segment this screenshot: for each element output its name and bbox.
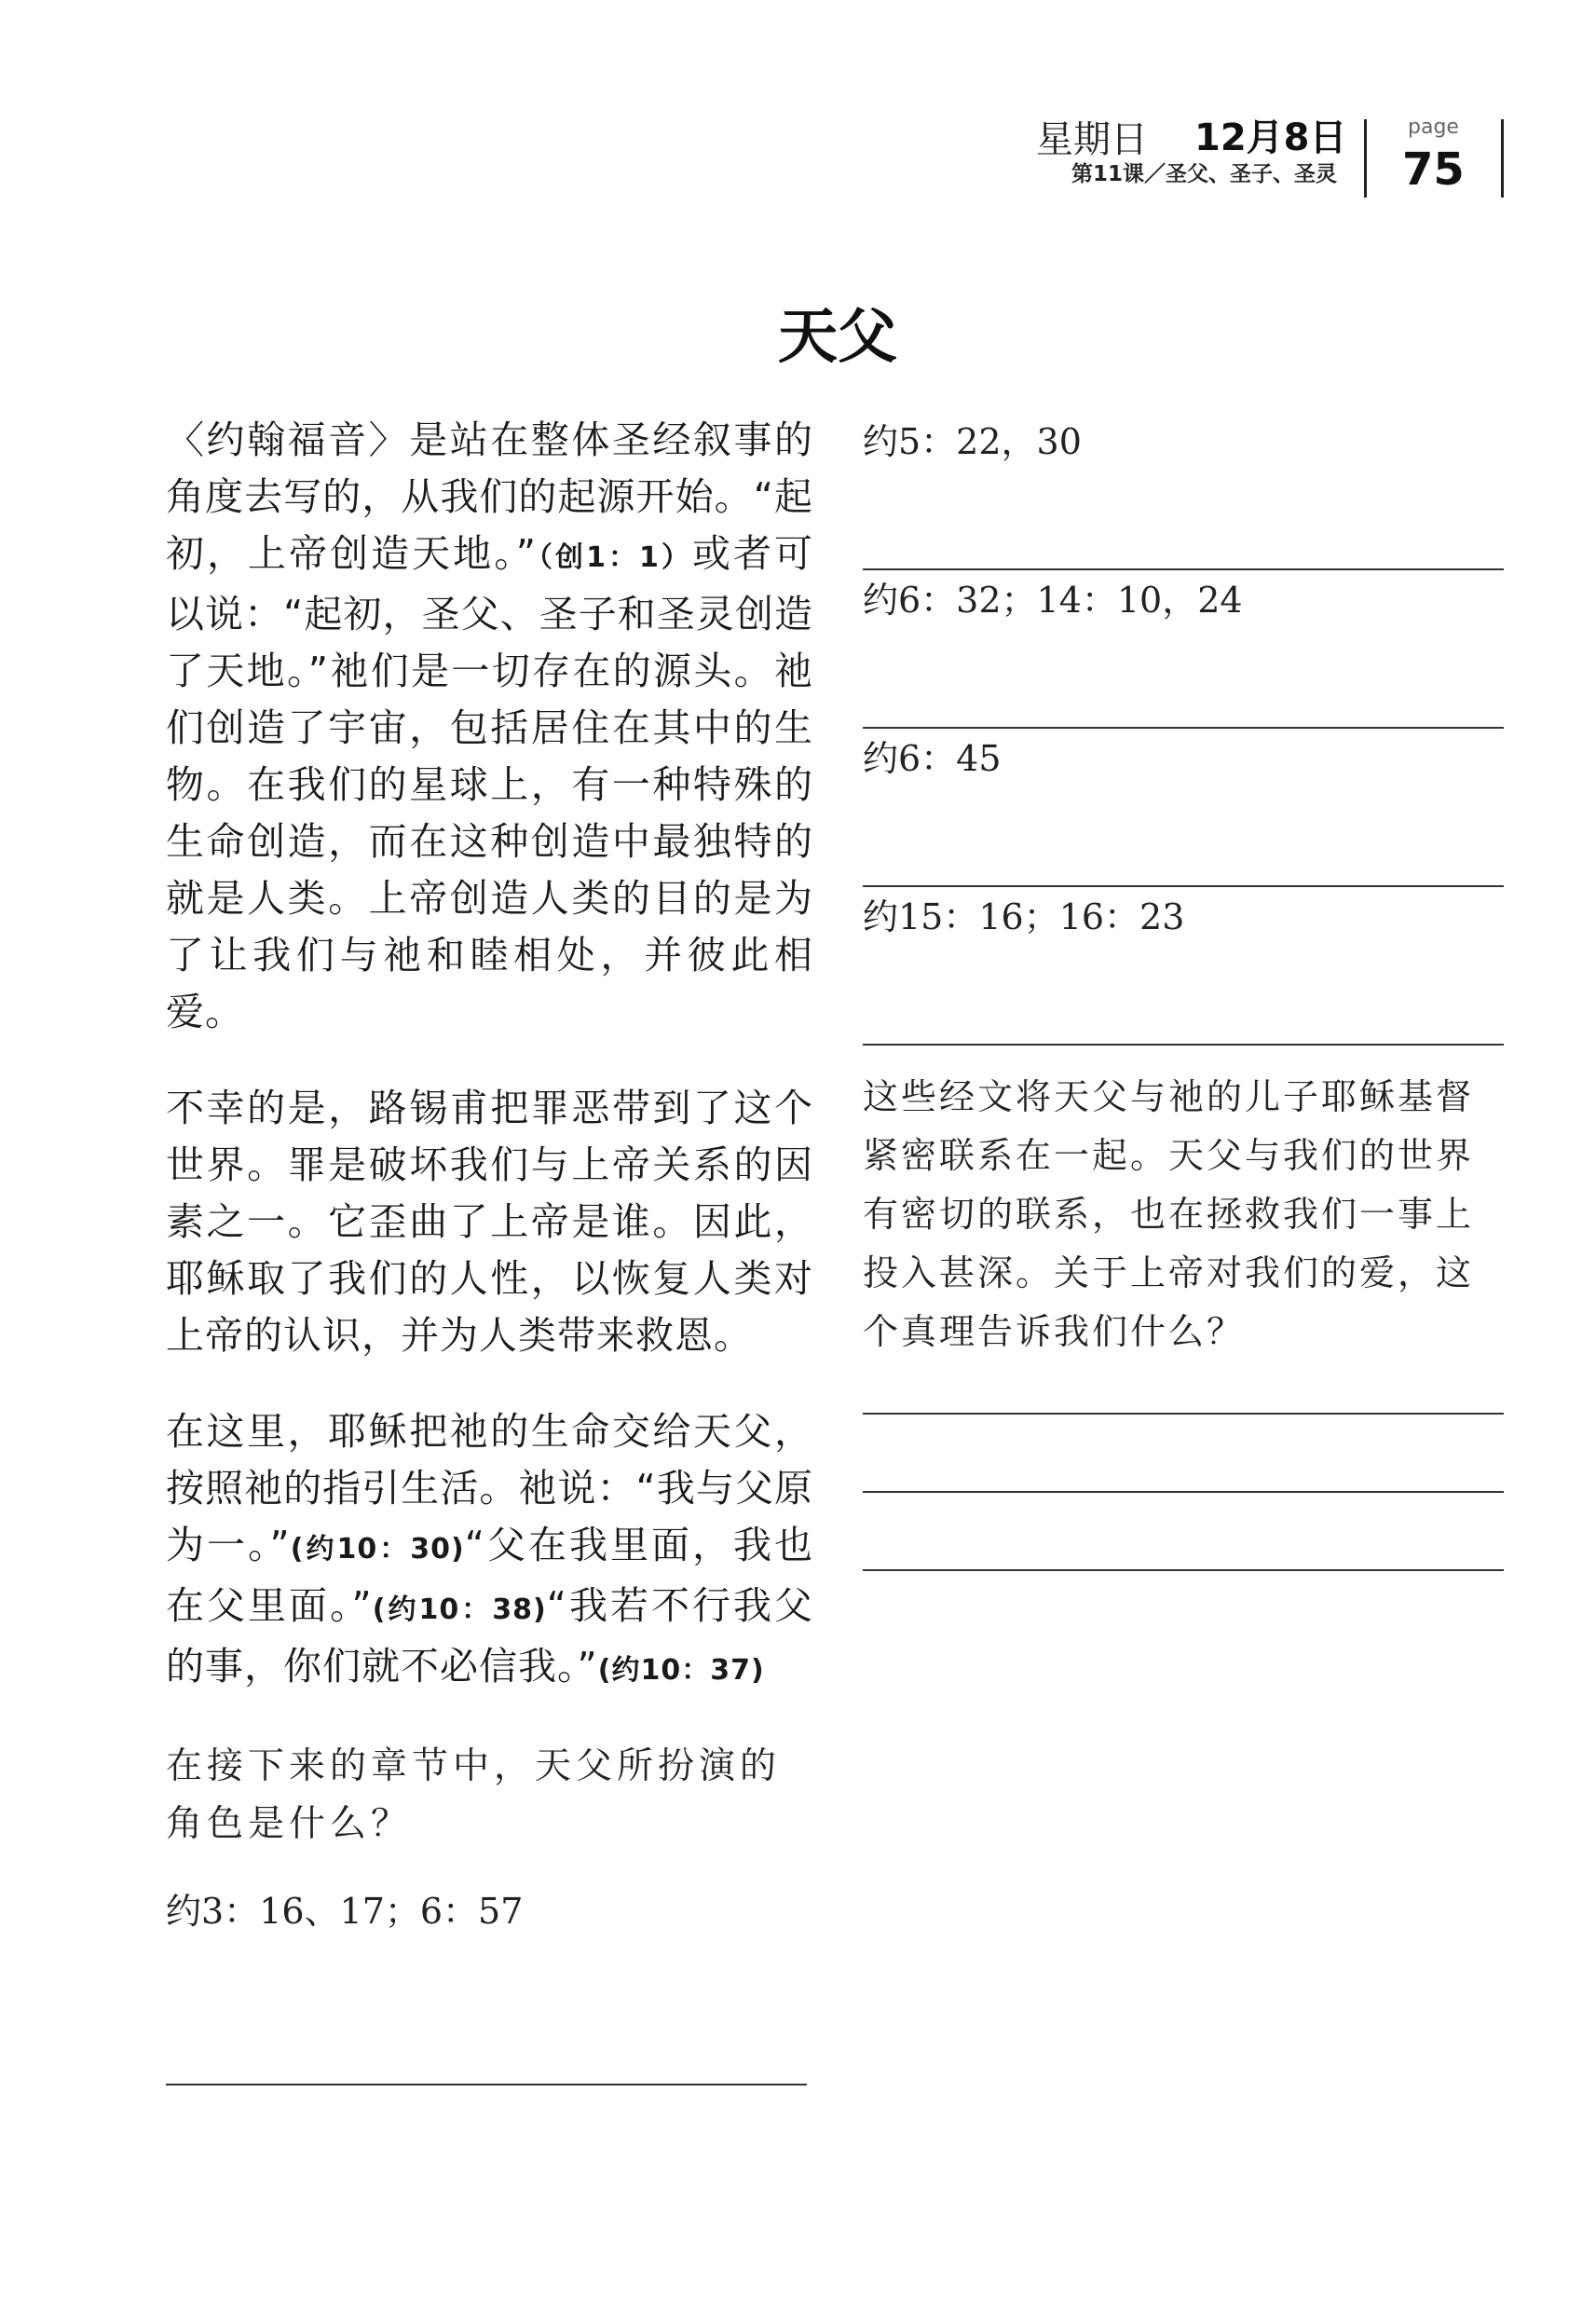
reflection-question: 这些经文将天父与祂的儿子耶稣基督紧密联系在一起。天父与我们的世界有密切的联系，也在拯救我们一事上投入甚深。关于上帝对我们的爱，这个真理告诉我们什么？: [863, 1076, 1475, 1352]
citation: (约10：30): [290, 1533, 465, 1566]
header-day: 星期日: [1036, 118, 1148, 161]
study-question: 在接下来的章节中，天父所扮演的角色是什么？: [166, 1745, 782, 1845]
paragraph-text: 或者可以说：“起初，圣父、圣子和圣灵创造了天地。”祂们是一切存在的源头。祂们创造了宇宙，包括居住在其中的生物。在我们的星球上，有一种特殊的生命创造，而在这种创造中最独特的就是人类。上帝创造人类的目的是为了让我们与祂和睦相处，并彼此相爱。: [166, 531, 814, 1034]
citation: （创1：1）: [537, 541, 692, 574]
paragraph-origin: [166, 412, 813, 1041]
answer-line[interactable]: [863, 1415, 1504, 1493]
paragraph-sin: 不幸的是，路锡甫把罪恶带到了这个世界。罪是破坏我们与上帝关系的因素之一。它歪曲了上帝是谁。因此，耶稣取了我们的人性，以恢复人类对上帝的认识，并为人类带来救恩。: [166, 1086, 813, 1358]
scripture-reference: 约6：45: [863, 738, 1002, 779]
header-edge-rule: [1501, 119, 1504, 198]
left-column: [166, 412, 813, 1934]
paragraph-text: 〈约翰福音〉是站在整体圣经叙事的角度去写的，从我们的起源开始。“起初，上帝创造天地。”: [166, 417, 813, 576]
paragraph-text: 在这里，耶稣把祂的生命交给天父，按照祂的指引生活。祂说：“我与父原为一。”: [166, 1409, 813, 1567]
reference-answer-block[interactable]: [863, 729, 1504, 887]
scripture-reference: 约6：32；14：10，24: [863, 580, 1243, 621]
reference-answer-block[interactable]: [863, 570, 1504, 729]
paragraph-text: “我若不行我父的事，你们就不必信我。”: [166, 1583, 814, 1689]
page-number: 75: [1402, 144, 1465, 196]
scripture-reference: 约3：16、17；6：57: [166, 1891, 524, 1932]
paragraph-text: “父在我里面，我也在父里面。”: [166, 1523, 814, 1628]
reference-answer-block[interactable]: [863, 887, 1504, 1046]
citation: (约10：38): [372, 1593, 547, 1626]
right-column: [863, 412, 1504, 1571]
scripture-reference: 约5：22，30: [863, 421, 1082, 462]
scripture-reference: 约15：16；16：23: [863, 896, 1185, 937]
page-label: page: [1408, 116, 1459, 139]
page-title: 天父: [778, 302, 897, 372]
answer-line[interactable]: [863, 1493, 1504, 1571]
header-lesson: 第11课／圣父、圣子、圣灵: [1071, 162, 1337, 186]
header-divider: [1364, 119, 1367, 198]
citation: (约10：37): [597, 1654, 765, 1687]
paragraph-jesus: [166, 1403, 813, 1699]
answer-line[interactable]: [166, 2084, 807, 2085]
reference-answer-block[interactable]: [863, 412, 1504, 570]
header-date: 12月8日: [1194, 116, 1347, 159]
